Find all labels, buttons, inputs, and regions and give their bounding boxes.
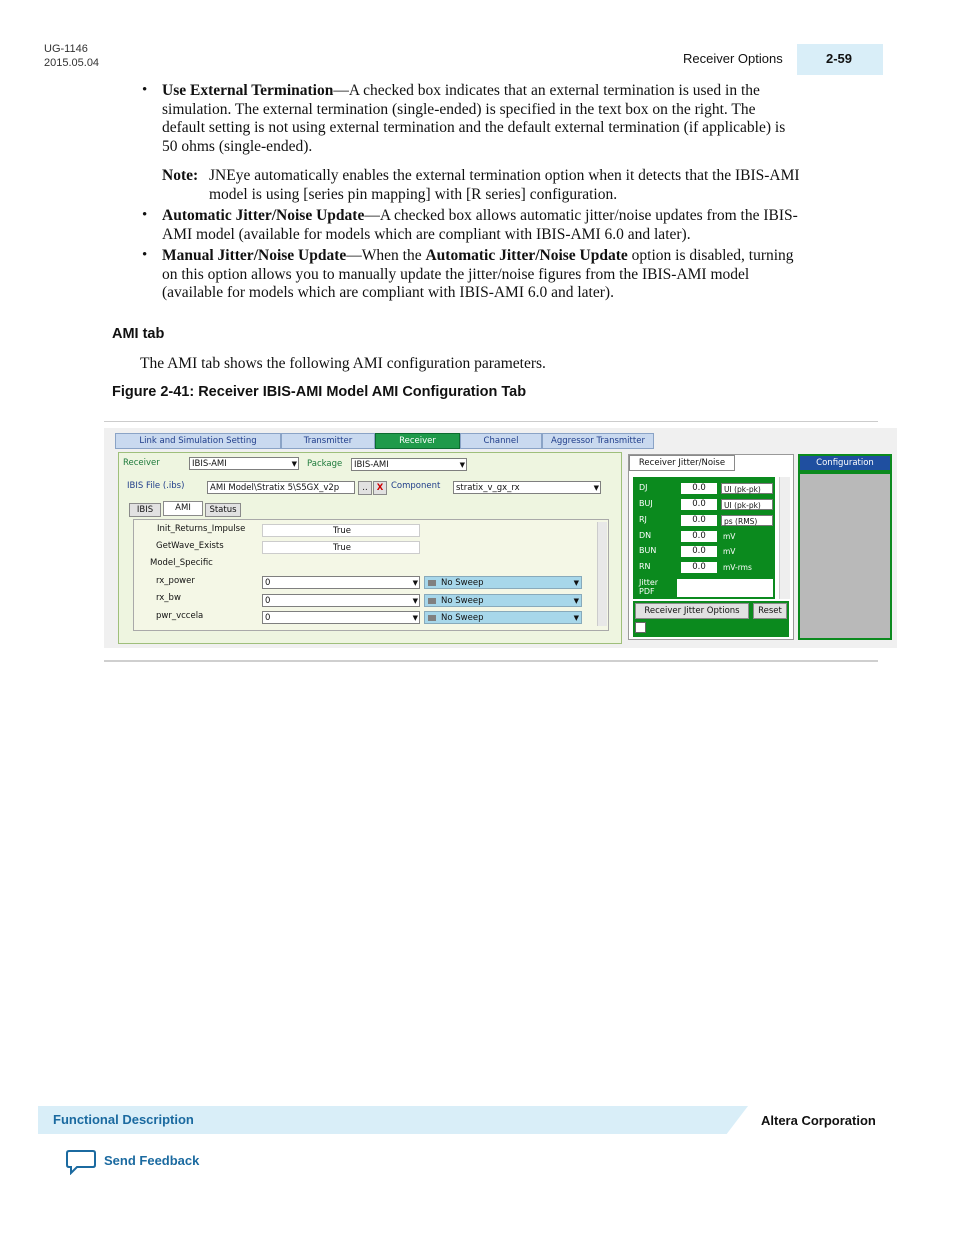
param-name: rx_bw <box>156 593 181 603</box>
component-select[interactable]: stratix_v_gx_rx ▼ <box>453 481 601 494</box>
noise-value[interactable]: 0.0 <box>681 562 717 573</box>
subtab-ibis[interactable]: IBIS <box>129 503 161 517</box>
package-label: Package <box>307 459 343 469</box>
noise-value[interactable]: 0.0 <box>681 546 717 557</box>
bullet-text: on this option allows you to manually update the jitter/noise figures from the IBIS-AMI model <box>162 265 750 283</box>
jitter-label: RJ <box>639 515 647 524</box>
tab-link-simulation[interactable]: Link and Simulation Setting <box>115 433 281 449</box>
checkbox[interactable] <box>635 622 646 633</box>
chevron-down-icon: ▼ <box>291 460 297 468</box>
vertical-scrollbar[interactable] <box>779 477 790 599</box>
bullet-text: default setting is not using external termination and the default external termination (if applicable) is <box>162 119 786 136</box>
send-feedback-link[interactable]: Send Feedback <box>104 1153 200 1168</box>
noise-label: BUN <box>639 546 657 555</box>
chevron-down-icon: ▼ <box>573 614 579 622</box>
browse-button[interactable]: .. <box>358 481 372 495</box>
sweep-color-swatch <box>428 580 436 586</box>
jitter-pdf-box[interactable] <box>677 579 773 597</box>
param-name: rx_power <box>156 576 195 586</box>
receiver-jitter-options-button[interactable]: Receiver Jitter Options <box>635 603 749 619</box>
param-value[interactable]: True <box>262 541 420 554</box>
sweep-color-swatch <box>428 598 436 604</box>
bullet-text: —A checked box indicates that an external termination is used in the <box>333 82 760 99</box>
noise-unit: mV <box>723 547 736 556</box>
subtab-status[interactable]: Status <box>205 503 241 517</box>
sweep-select[interactable]: No Sweep ▼ <box>424 594 582 607</box>
bullet-marker: • <box>142 82 148 98</box>
param-select[interactable]: 0 ▼ <box>262 576 420 589</box>
bullet-external-termination <box>162 82 882 156</box>
bullet-text: 50 ohms (single-ended). <box>162 137 313 155</box>
configuration-area <box>800 474 890 638</box>
sweep-select[interactable]: No Sweep ▼ <box>424 576 582 589</box>
reset-button[interactable]: Reset <box>753 603 787 619</box>
tab-aggressor-transmitter[interactable]: Aggressor Transmitter <box>542 433 654 449</box>
jitter-value[interactable]: 0.0 <box>681 499 717 510</box>
figure-bottom-rule <box>104 660 878 662</box>
jitter-value[interactable]: 0.0 <box>681 483 717 494</box>
doc-date: 2015.05.04 <box>44 57 100 69</box>
model-specific-label: Model_Specific <box>150 558 213 568</box>
chevron-down-icon: ▼ <box>412 579 418 587</box>
bullet-title: Automatic Jitter/Noise Update <box>162 207 365 224</box>
ibis-file-input[interactable]: AMI Model\Stratix 5\S5GX_v2p <box>207 481 355 494</box>
noise-unit: mV-rms <box>723 563 752 572</box>
doc-id-block <box>44 42 99 70</box>
chevron-down-icon: ▼ <box>459 461 465 469</box>
jitter-unit-select[interactable]: UI (pk-pk) <box>721 483 773 494</box>
sweep-color-swatch <box>428 615 436 621</box>
section-title: Receiver Options <box>683 51 783 66</box>
bullet-text: AMI model (available for models which are compliant with IBIS-AMI 6.0 and later). <box>162 225 691 243</box>
tab-transmitter[interactable]: Transmitter <box>281 433 375 449</box>
noise-value[interactable]: 0.0 <box>681 531 717 542</box>
receiver-jitter-panel <box>628 454 794 640</box>
doc-id: UG-1146 <box>44 43 88 55</box>
chevron-down-icon: ▼ <box>412 614 418 622</box>
ami-tab-heading: AMI tab <box>112 326 165 342</box>
bullet-title: Use External Termination <box>162 82 334 99</box>
noise-label: DN <box>639 531 652 540</box>
ami-tab-text: The AMI tab shows the following AMI configuration parameters. <box>140 355 546 372</box>
param-select[interactable]: 0 ▼ <box>262 594 420 607</box>
footer-section-link[interactable]: Functional Description <box>53 1112 194 1127</box>
bullet-marker: • <box>142 207 148 223</box>
bullet-text: —A checked box allows automatic jitter/noise updates from the IBIS- <box>364 207 798 224</box>
sweep-select[interactable]: No Sweep ▼ <box>424 611 582 624</box>
jitter-unit-select[interactable]: UI (pk-pk) <box>721 499 773 510</box>
jitter-options-bar <box>633 601 789 637</box>
bullet-title: Manual Jitter/Noise Update <box>162 247 347 264</box>
clear-file-button[interactable]: X <box>373 481 387 495</box>
tab-channel[interactable]: Channel <box>460 433 542 449</box>
chevron-down-icon: ▼ <box>412 597 418 605</box>
subtab-ami[interactable]: AMI <box>163 501 203 516</box>
noise-unit: mV <box>723 532 736 541</box>
ami-parameter-list <box>133 519 609 631</box>
jitter-label: DJ <box>639 483 648 492</box>
figure-top-rule <box>104 421 878 422</box>
bullet-text: (available for models which are compliant with IBIS-AMI 6.0 and later). <box>162 284 614 301</box>
param-name: Init_Returns_Impulse <box>157 524 246 534</box>
bullet-marker: • <box>142 247 148 263</box>
jitter-pdf-row <box>633 577 775 599</box>
bullet-auto-jitter <box>162 207 882 244</box>
tab-configuration[interactable]: Configuration <box>800 456 890 470</box>
note-text: JNEye automatically enables the external termination option when it detects that the IBIS-AMI model is using [series pin mapping] with [R series] configuration. <box>209 167 800 203</box>
param-name: GetWave_Exists <box>156 541 224 551</box>
chevron-down-icon: ▼ <box>573 579 579 587</box>
jitter-noise-grid <box>633 477 775 577</box>
receiver-label: Receiver <box>123 458 160 468</box>
bullet-text: simulation. The external termination (single-ended) is specified in the text box on the right. The <box>162 100 756 118</box>
receiver-select[interactable]: IBIS-AMI ▼ <box>189 457 299 470</box>
figure-caption: Figure 2-41: Receiver IBIS-AMI Model AMI Configuration Tab <box>112 384 527 400</box>
noise-label: RN <box>639 562 651 571</box>
footer-company: Altera Corporation <box>761 1113 876 1128</box>
page-number: 2-59 <box>826 51 853 66</box>
component-label: Component <box>391 481 441 491</box>
vertical-scrollbar[interactable] <box>597 522 607 626</box>
jitter-unit-select[interactable]: ps (RMS) <box>721 515 773 526</box>
param-select[interactable]: 0 ▼ <box>262 611 420 624</box>
jitter-label: BUJ <box>639 499 653 508</box>
configuration-panel <box>798 454 892 640</box>
receiver-panel <box>118 452 622 644</box>
param-value[interactable]: True <box>262 524 420 537</box>
chevron-down-icon: ▼ <box>593 484 599 492</box>
jitter-pdf-label: Jitter PDF <box>639 578 659 596</box>
receiver-ami-screenshot <box>104 428 897 648</box>
note-label: Note: <box>162 167 199 184</box>
ibis-file-label: IBIS File (.ibs) <box>127 481 185 491</box>
tab-receiver-jitter-noise[interactable]: Receiver Jitter/Noise <box>629 455 735 471</box>
chevron-down-icon: ▼ <box>573 597 579 605</box>
feedback-icon[interactable] <box>65 1149 97 1175</box>
bullet-manual-jitter: Manual Jitter/Noise Update—When the Automatic Jitter/Noise Update option is disabled, turning on this option allows you to manually update the jitter/noise figures from the IBIS-AMI model (available for models which are compliant with IBIS-AMI 6.0 and later). <box>162 247 882 303</box>
package-select[interactable]: IBIS-AMI ▼ <box>351 458 467 471</box>
tab-receiver[interactable]: Receiver <box>375 433 460 449</box>
jitter-value[interactable]: 0.0 <box>681 515 717 526</box>
param-name: pwr_vccela <box>156 611 204 621</box>
